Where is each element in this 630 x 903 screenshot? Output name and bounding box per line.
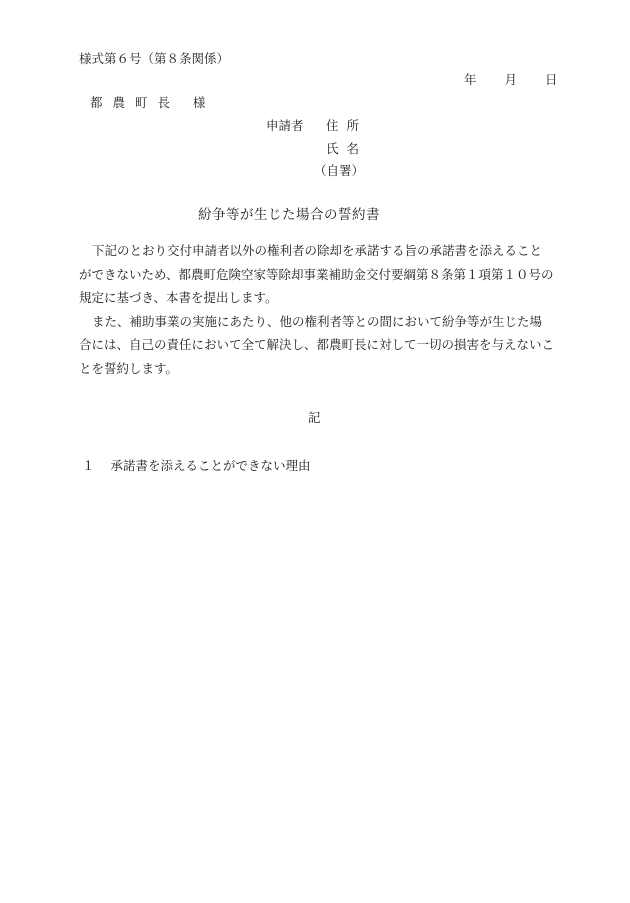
document-title: 紛争等が生じた場合の誓約書 <box>198 207 380 223</box>
list-item <box>82 460 311 473</box>
addressee-honorific: 様 <box>192 95 206 110</box>
date-month: 月 <box>504 72 518 87</box>
addressee <box>90 97 205 110</box>
applicant-label: 申請者 <box>266 118 304 133</box>
date-year: 年 <box>464 72 477 87</box>
body-paragraph-1: 下記のとおり交付申請者以外の権利者の除却を承諾する旨の承諾書を添えることができないため、都農町危険空家等除却事業補助金交付要綱第８条第１項第１０号の規定に基づき、本書を提出します。 <box>79 243 554 306</box>
name-label: 氏名 <box>326 141 368 156</box>
body-text <box>79 239 554 381</box>
addressee-name: 都 農 町 長 <box>90 95 173 110</box>
ki-heading: 記 <box>308 410 321 425</box>
body-paragraph-2: また、補助事業の実施にあたり、他の権利者等との間において紛争等が生じた場合には、自己の責任において全て解決し、都農町長に対して一切の損害を与えないことを誓約します。 <box>79 313 555 376</box>
signature-note: （自署） <box>314 163 365 178</box>
item-text: 承諾書を添えることができない理由 <box>110 458 311 473</box>
date-line <box>464 74 558 87</box>
form-number: 様式第６号（第８条関係） <box>79 51 230 66</box>
address-label: 住所 <box>326 118 368 133</box>
date-day: 日 <box>545 72 558 87</box>
item-number: １ <box>82 458 95 473</box>
